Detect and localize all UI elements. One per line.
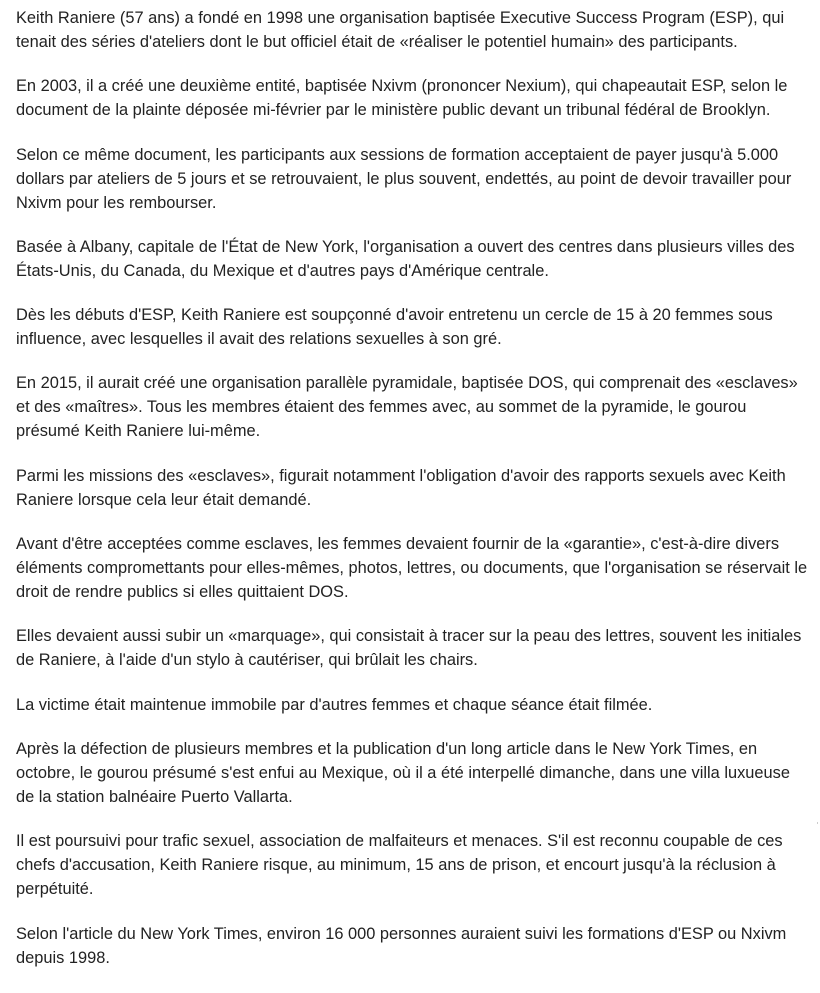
article-paragraph: Dès les débuts d'ESP, Keith Raniere est soupçonné d'avoir entretenu un cercle de 15 à 20 femmes sous influence, avec lesquelles il avait des relations sexuelles à son gré. (16, 306, 773, 349)
article-paragraph: Basée à Albany, capitale de l'État de New York, l'organisation a ouvert des centres dans plusieurs villes des États-Unis, du Canada, du Mexique et d'autres pays d'Amérique centrale. (16, 237, 795, 280)
article-paragraph: Keith Raniere (57 ans) a fondé en 1998 une organisation baptisée Executive Success Program (ESP), qui tenait des séries d'ateliers dont le but officiel était de «réaliser le potentiel humain» des participants. (16, 9, 785, 51)
article-paragraph: Il est poursuivi pour trafic sexuel, association de malfaiteurs et menaces. S'il est reconnu coupable de ces chefs d'accusation, Keith Raniere risque, au minimum, 15 ans de prison, et encourt jusqu'à la réclusion à perpétuité. (16, 832, 783, 899)
article-paragraph: Selon l'article du New York Times, environ 16 000 personnes auraient suivi les formations d'ESP ou Nxivm depuis 1998. (16, 924, 787, 967)
article-paragraph: Selon ce même document, les participants aux sessions de formation acceptaient de payer jusqu'à 5.000 dollars par ateliers de 5 jours et se retrouvaient, le plus souvent, endettés, au point de devoir travailler pour Nxivm pour les rembourser. (16, 145, 792, 212)
article-paragraph: En 2003, il a créé une deuxième entité, baptisée Nxivm (prononcer Nexium), qui chapeautait ESP, selon le document de la plainte déposée mi-février par le ministère public devant un tribunal fédéral de Brooklyn. (16, 77, 788, 120)
article-paragraph: En 2015, il aurait créé une organisation parallèle pyramidale, baptisée DOS, qui comprenait des «esclaves» et des «maîtres». Tous les membres étaient des femmes avec, au sommet de la pyramide, le gourou présumé Keith Raniere lui-même. (16, 374, 798, 441)
article-paragraph: Avant d'être acceptées comme esclaves, les femmes devaient fournir de la «garantie», c'est-à-dire divers éléments compromettants pour elles-mêmes, photos, lettres, ou documents, que l'organisation se réservait le droit de rendre publics si elles quittaient DOS. (16, 535, 808, 602)
article-paragraph: Parmi les missions des «esclaves», figurait notamment l'obligation d'avoir des rapports sexuels avec Keith Raniere lorsque cela leur était demandé. (16, 466, 786, 509)
article-paragraph: Elles devaient aussi subir un «marquage», qui consistait à tracer sur la peau des lettres, souvent les initiales de Raniere, à l'aide d'un stylo à cautériser, qui brûlait les chairs. (16, 627, 802, 670)
scroll-artifact (817, 822, 818, 824)
article-body (16, 6, 812, 970)
article-paragraph: La victime était maintenue immobile par d'autres femmes et chaque séance était filmée. (16, 695, 653, 714)
article-paragraph: Après la défection de plusieurs membres et la publication d'un long article dans le New York Times, en octobre, le gourou présumé s'est enfui au Mexique, où il a été interpellé dimanche, dans une villa luxueuse de la station balnéaire Puerto Vallarta. (16, 739, 790, 806)
